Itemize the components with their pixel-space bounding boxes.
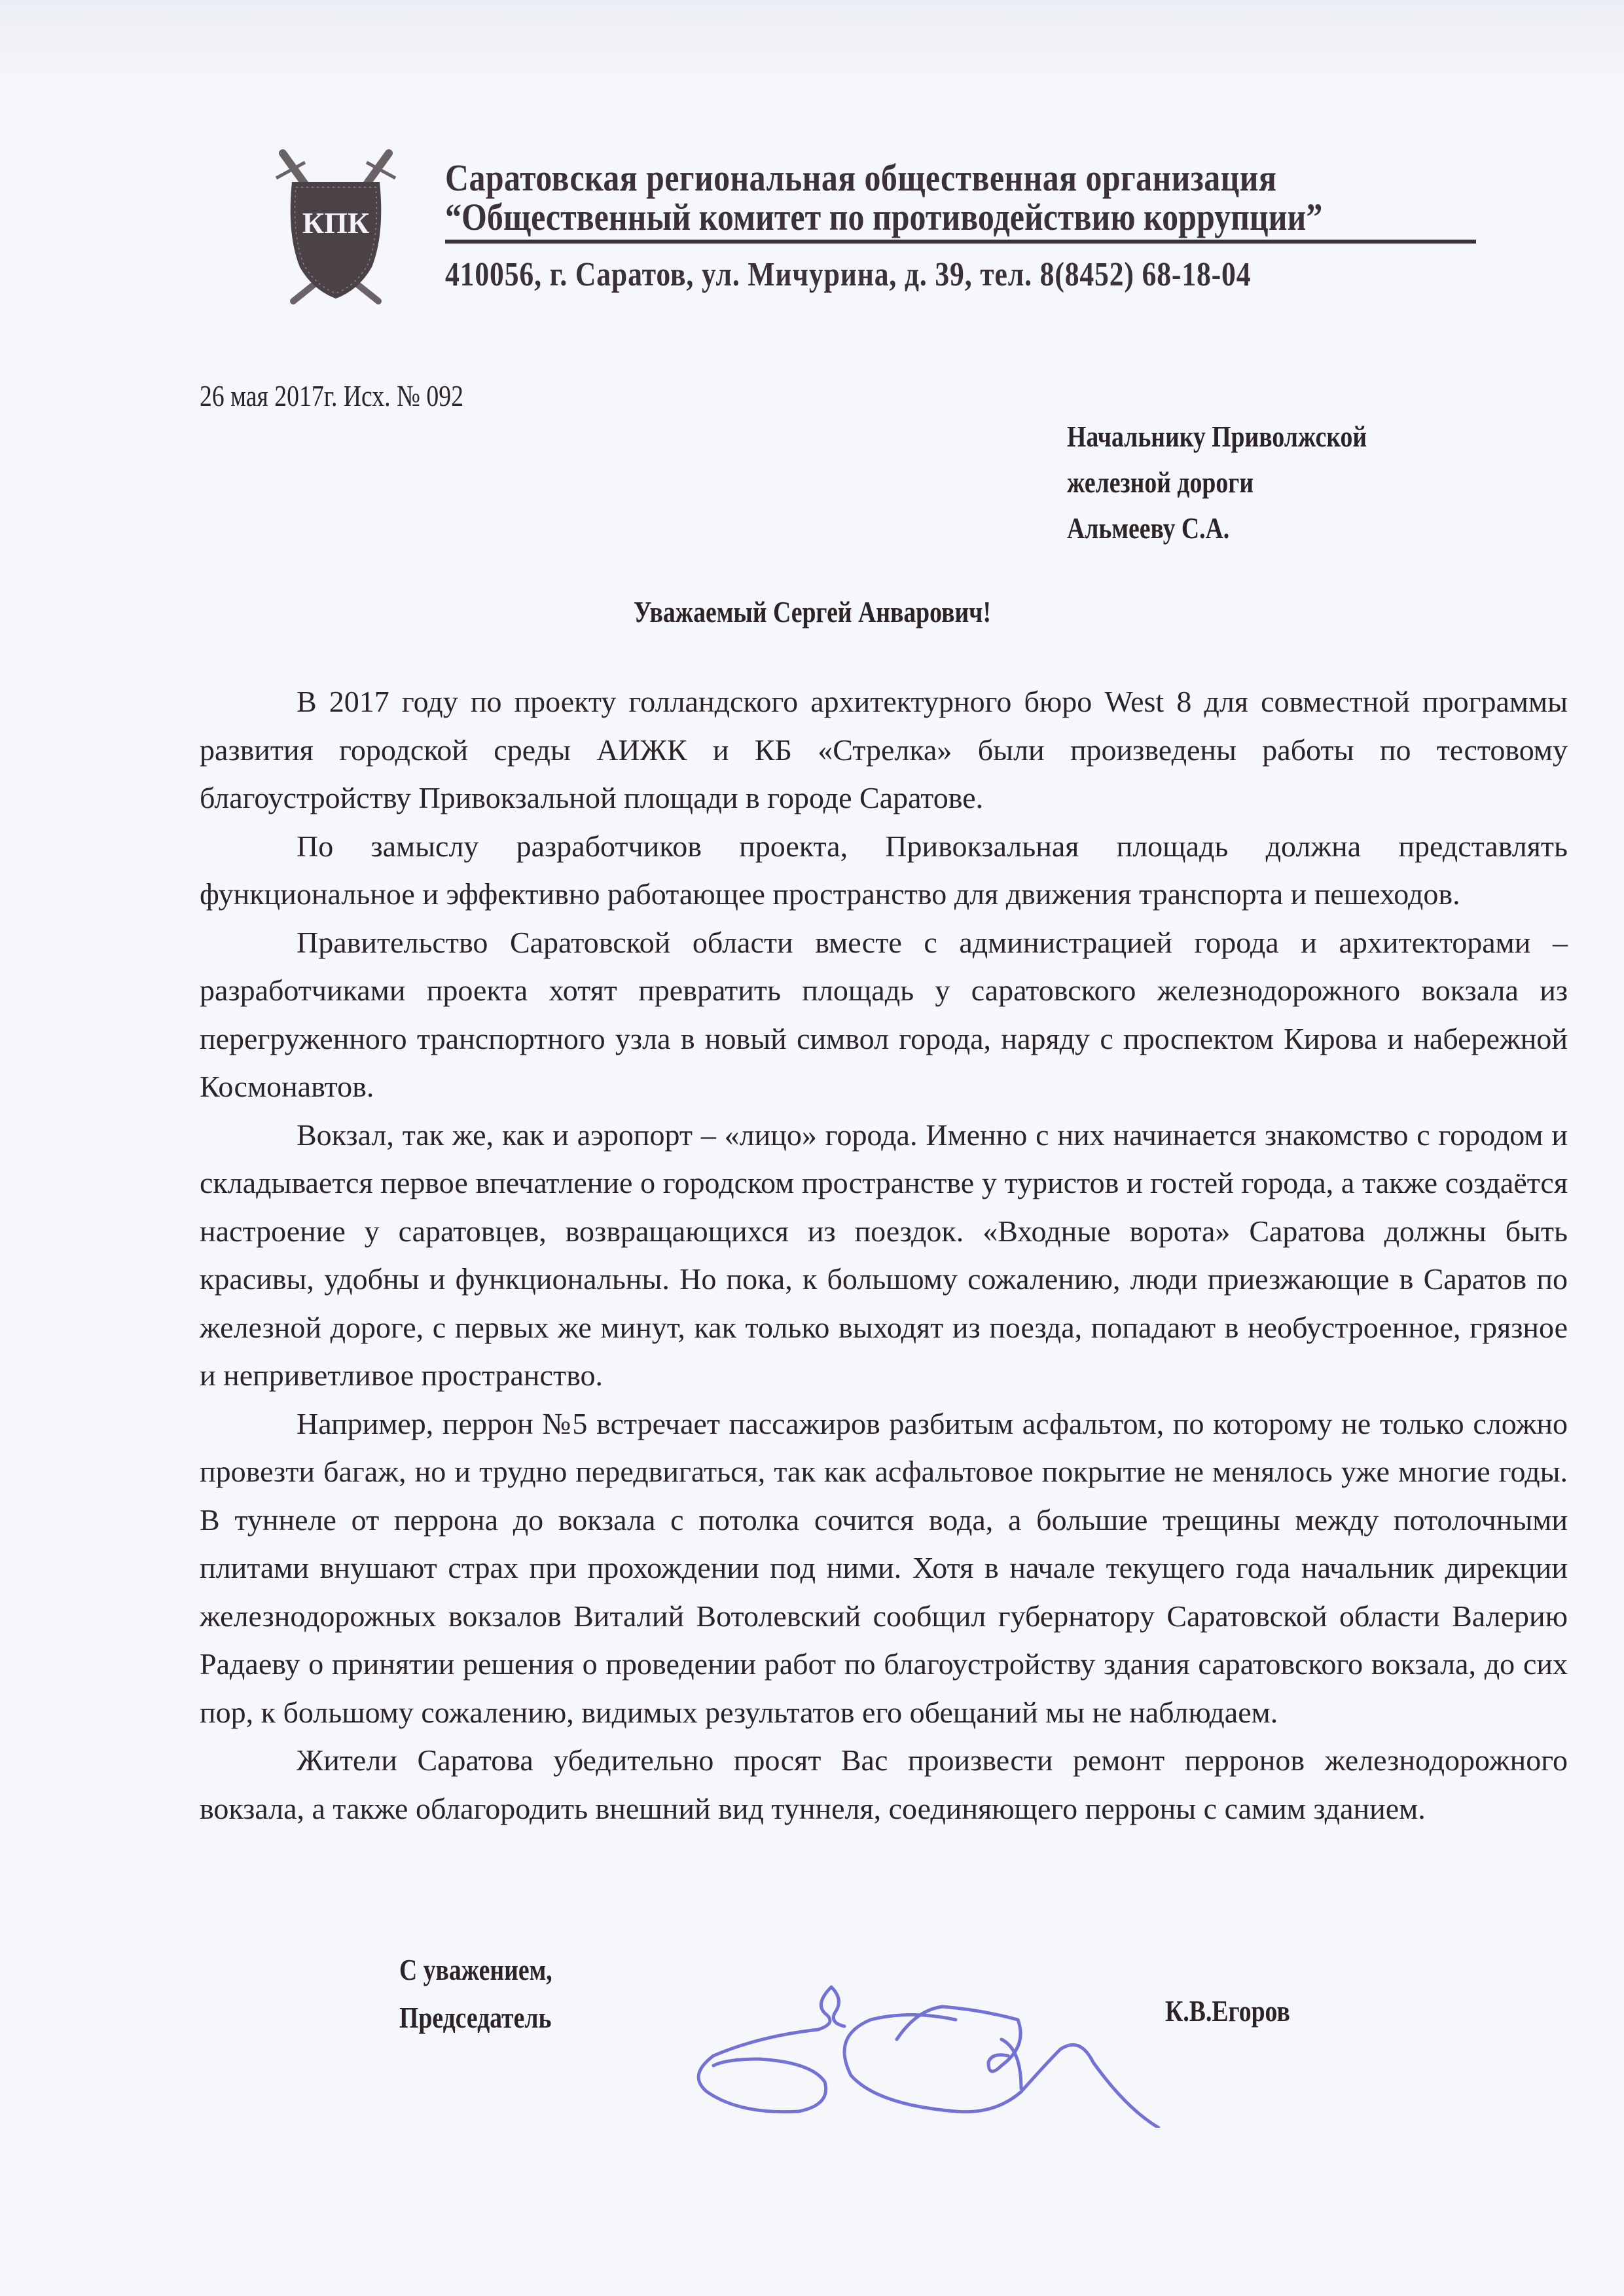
addressee-line3: Альмееву С.А. [1067, 511, 1230, 545]
closing-title: Председатель [399, 2001, 552, 2034]
org-name-line1: Саратовская региональная общественная организация [445, 156, 1277, 199]
org-name-line2: “Общественный комитет по противодействию коррупции” [445, 196, 1323, 238]
org-address: 410056, г. Саратов, ул. Мичурина, д. 39, тел. 8(8452) 68-18-04 [445, 256, 1252, 293]
body-paragraph: По замыслу разработчиков проекта, Привокзальная площадь должна представлять функциональное и эффективно работающее пространство для движения транспорта и пешеходов. [200, 829, 1568, 911]
closing-block [399, 1946, 552, 2041]
body-paragraph: Правительство Саратовской области вместе с администрацией города и архитекторами – разработчиками проекта хотят превратить площадь у саратовского железнодорожного вокзала из перегруженного транспортного узла в новый символ города, наряду с проспектом Кирова и набережной Космонавтов. [200, 925, 1568, 1103]
scan-edge [0, 0, 1624, 92]
body-paragraph: Например, перрон №5 встречает пассажиров разбитым асфальтом, по которому не только сложно провезти багаж, но и трудно передвигаться, так как асфальтовое покрытие не менялось уже многие годы. В туннеле от перрона до вокзала с потолка сочится вода, а большие трещины между потолочными плитами внушают страх при прохождении под ними. Хотя в начале текущего года начальник дирекции железнодорожных вокзалов Виталий Вотолевский сообщил губернатору Саратовской области Валерию Радаеву о принятии решения о проведении работ по благоустройству здания саратовского вокзала, до сих пор, к большому сожалению, видимых результатов его обещаний мы не наблюдаем. [200, 1406, 1568, 1729]
letterhead-divider [445, 240, 1476, 244]
signer-name: К.В.Егоров [1165, 1994, 1290, 2028]
shield-icon [291, 182, 382, 299]
salutation [0, 594, 1624, 629]
shield-swords-logo-icon [274, 149, 398, 306]
body-paragraph: В 2017 году по проекту голландского архитектурного бюро West 8 для совместной программы развития городской среды АИЖК и КБ «Стрелка» были произведены работы по тестовому благоустройству Привокзальной площади в городе Саратове. [200, 685, 1568, 814]
body-paragraph: Жители Саратова убедительно просят Вас произвести ремонт перронов железнодорожного вокзала, а также облагородить внешний вид туннеля, соединяющего перроны с самим зданием. [200, 1743, 1568, 1825]
logo-text: КПК [302, 206, 370, 240]
addressee-line1: Начальнику Приволжской [1067, 420, 1367, 453]
addressee-block [1067, 414, 1367, 551]
salutation-text: Уважаемый Сергей Анварович! [633, 595, 991, 629]
closing-regards: С уважением, [399, 1953, 552, 1986]
addressee-line2: железной дороги [1067, 465, 1254, 499]
date-reference: 26 мая 2017г. Исх. № 092 [200, 379, 464, 412]
letter-body [200, 678, 1568, 1832]
body-paragraph: Вокзал, так же, как и аэропорт – «лицо» города. Именно с них начинается знакомство с городом и складывается первое впечатление о городском пространстве у туристов и гостей города, а также создаётся настроение у саратовцев, возвращающихся из поездок. «Входные ворота» Саратова должны быть красивы, удобны и функциональны. Но пока, к большому сожалению, люди приезжающие в Саратов по железной дороге, с первых же минут, как только выходят из поезда, попадают в необустроенное, грязное и неприветливое пространство. [200, 1118, 1568, 1392]
